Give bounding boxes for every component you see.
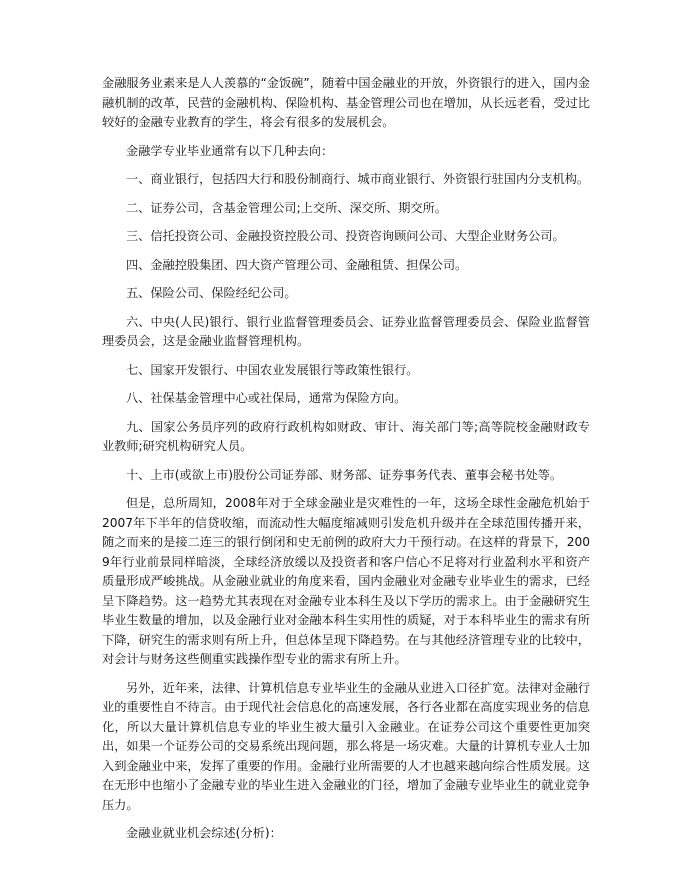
career-path-item-8: 八、社保基金管理中心或社保局，通常为保险方向。 — [126, 391, 407, 405]
career-path-item-3: 三、信托投资公司、金融投资控股公司、投资咨询顾问公司、大型企业财务公司。 — [126, 229, 565, 243]
career-path-item-9: 九、国家公务员序列的政府行政机构如财政、审计、海关部门等;高等院校金融财政专业教师;研究机构研究人员。 — [102, 419, 590, 453]
employment-overview-heading: 金融业就业机会综述(分析)： — [126, 826, 282, 840]
intro-paragraph: 金融服务业素来是人人羡慕的“金饭碗”，随着中国金融业的开放，外资银行的进入，国内金融机制的改革，民营的金融机构、保险机构、基金管理公司也在增加，从长远老看，受过比较好的金融专业教育的学生，将会有很多的发展机会。 — [102, 76, 590, 129]
cross-discipline-paragraph: 另外，近年来，法律、计算机信息专业毕业生的金融从业进入口径扩宽。法律对金融行业的重要性自不待言。由于现代社会信息化的高速发展，各行各业都在高度实现业务的信息化，所以大量计算机信息专业的毕业生被大量引入金融业。在证券公司这个重要性更加突出，如果一个证券公司的交易系统出现问题，那么将是一场灾难。大量的计算机专业人士加入到金融业中来，发挥了重要的作用。金融行业所需要的人才也越来越向综合性质发展。这在无形中也缩小了金融专业的毕业生进入金融业的门径，增加了金融专业毕业生的就业竞争压力。 — [102, 680, 590, 812]
career-path-item-4: 四、金融控股集团、四大资产管理公司、金融租赁、担保公司。 — [126, 257, 468, 272]
career-paths-heading: 金融学专业毕业通常有以下几种去向： — [126, 143, 334, 158]
career-path-item-2: 二、证券公司，含基金管理公司;上交所、深交所、期交所。 — [126, 200, 447, 215]
career-path-item-6: 六、中央(人民)银行、银行业监督管理委员会、证券业监督管理委员会、保险业监督管理委员会，这是金融业监督管理机构。 — [102, 314, 590, 348]
career-path-item-5: 五、保险公司、保险经纪公司。 — [126, 286, 297, 300]
crisis-analysis-paragraph: 但是，总所周知，2008年对于全球金融业是灾难性的一年，这场全球性金融危机始于2007年下半年的信贷收缩，而流动性大幅度缩减则引发危机升级并在全球范围传播开来，随之而来的是接二连三的银行倒闭和史无前例的政府大力干预行动。在这样的背景下，2009年行业前景同样暗淡，全球经济放缓以及投资者和客户信心不足将对行业盈利水平和资产质量形成严峻挑战。从金融业就业的角度来看，国内金融业对金融专业毕业生的需求，已经呈下降趋势。这一趋势尤其表现在对金融专业本科生及以下学历的需求上。由于金融研究生毕业生数量的增加，以及金融行业对金融本科生实用性的质疑，对于本科毕业生的需求有所下降，研究生的需求则有所上升，但总体呈现下降趋势。在与其他经济管理专业的比较中，对会计与财务这些侧重实践操作型专业的需求有所上升。 — [102, 496, 590, 666]
career-path-item-10: 十、上市(或欲上市)股份公司证券部、财务部、证券事务代表、董事会秘书处等。 — [126, 467, 563, 482]
career-path-item-1: 一、商业银行，包括四大行和股份制商行、城市商业银行、外资银行驻国内分支机构。 — [126, 172, 590, 186]
career-path-item-7: 七、国家开发银行、中国农业发展银行等政策性银行。 — [126, 362, 419, 377]
